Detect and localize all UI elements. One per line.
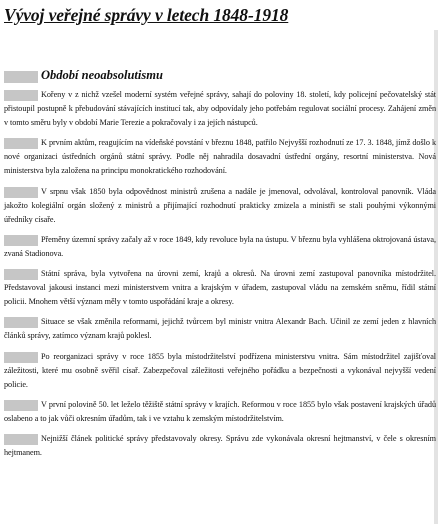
section-highlight-marker [4, 71, 38, 83]
paragraph: Kořeny v z nichž vzešel moderní systém veřejné správy, sahají do poloviny 18. století, kdy policejní pečovatelský stát přistoupil postupně k přebudování stávajících institucí tak, aby odpovídaly jeho potřebám regulovat sociální procesy. Zahájení změn v tomto směru byly v období Marie Terezie a pokračovaly i za jejích nástupců. [4, 88, 436, 130]
paragraph: Situace se však změnila reformami, jejichž tvůrcem byl ministr vnitra Alexandr Bach. Učinil ze zemí jeden z hlavních článků správy, zatímco význam krajů poklesl. [4, 315, 436, 343]
paragraph: Po reorganizaci správy v roce 1855 byla místodržitelství podřízena ministerstvu vnitra. Sám místodržitel zajišťoval záležitosti, které mu osobně svěřil císař. Zabezpečoval záležitosti veřejného pořádku a bezpečnosti a vykonával nejvyšší vedení policie. [4, 350, 436, 392]
paragraph: Přeměny územní správy začaly až v roce 1849, kdy revoluce byla na ústupu. V březnu byla vyhlášena oktrojovaná ústava, zvaná Stadionova. [4, 233, 436, 261]
paragraph: K prvním aktům, reagujícím na vídeňské povstání v březnu 1848, patřilo Nejvyšší rozhodnutí ze 17. 3. 1848, jímž došlo k nové organizaci ústředních orgánů státní správy. Podle něj nahradila dosavadní ústřední orgány, resortní ministerstva. Nová ministerstva byla založena na principu monokratického rozhodování. [4, 136, 436, 178]
section-heading: Období neoabsolutismu [41, 68, 163, 82]
paragraph: Nejnižší článek politické správy představovaly okresy. Správu zde vykonávala okresní hejtmanství, v čele s okresním hejtmanem. [4, 432, 436, 460]
document-body [4, 88, 436, 466]
paragraph: Státní správa, byla vytvořena na úrovni zemí, krajů a okresů. Na úrovni zemí zastupoval panovníka místodržitel. Představoval jakousi instanci mezi ministerstvem vnitra a krajským v úřadem, zastupoval vládu na zemském sněmu, řídil státní policii. Mnohem větší význam měly v tomto uspořádání kraje a okresy. [4, 267, 436, 309]
paragraph: V první polovině 50. let leželo těžiště státní správy v krajích. Reformou v roce 1855 bylo však postavení krajských úřadů oslabeno a to jak vůči okresním úřadům, tak i ve vztahu k zemským místodržitelstvím. [4, 398, 436, 426]
paragraph: V srpnu však 1850 byla odpovědnost ministrů zrušena a nadále je jmenoval, odvolával, kontroloval panovník. Vláda jakožto kolegiální orgán složený z ministrů a přijímající rozhodnutí prakticky zmizela a ministři se stali pouhými výkonnými úředníky císaře. [4, 185, 436, 227]
page-title: Vývoj veřejné správy v letech 1848-1918 [4, 5, 289, 25]
